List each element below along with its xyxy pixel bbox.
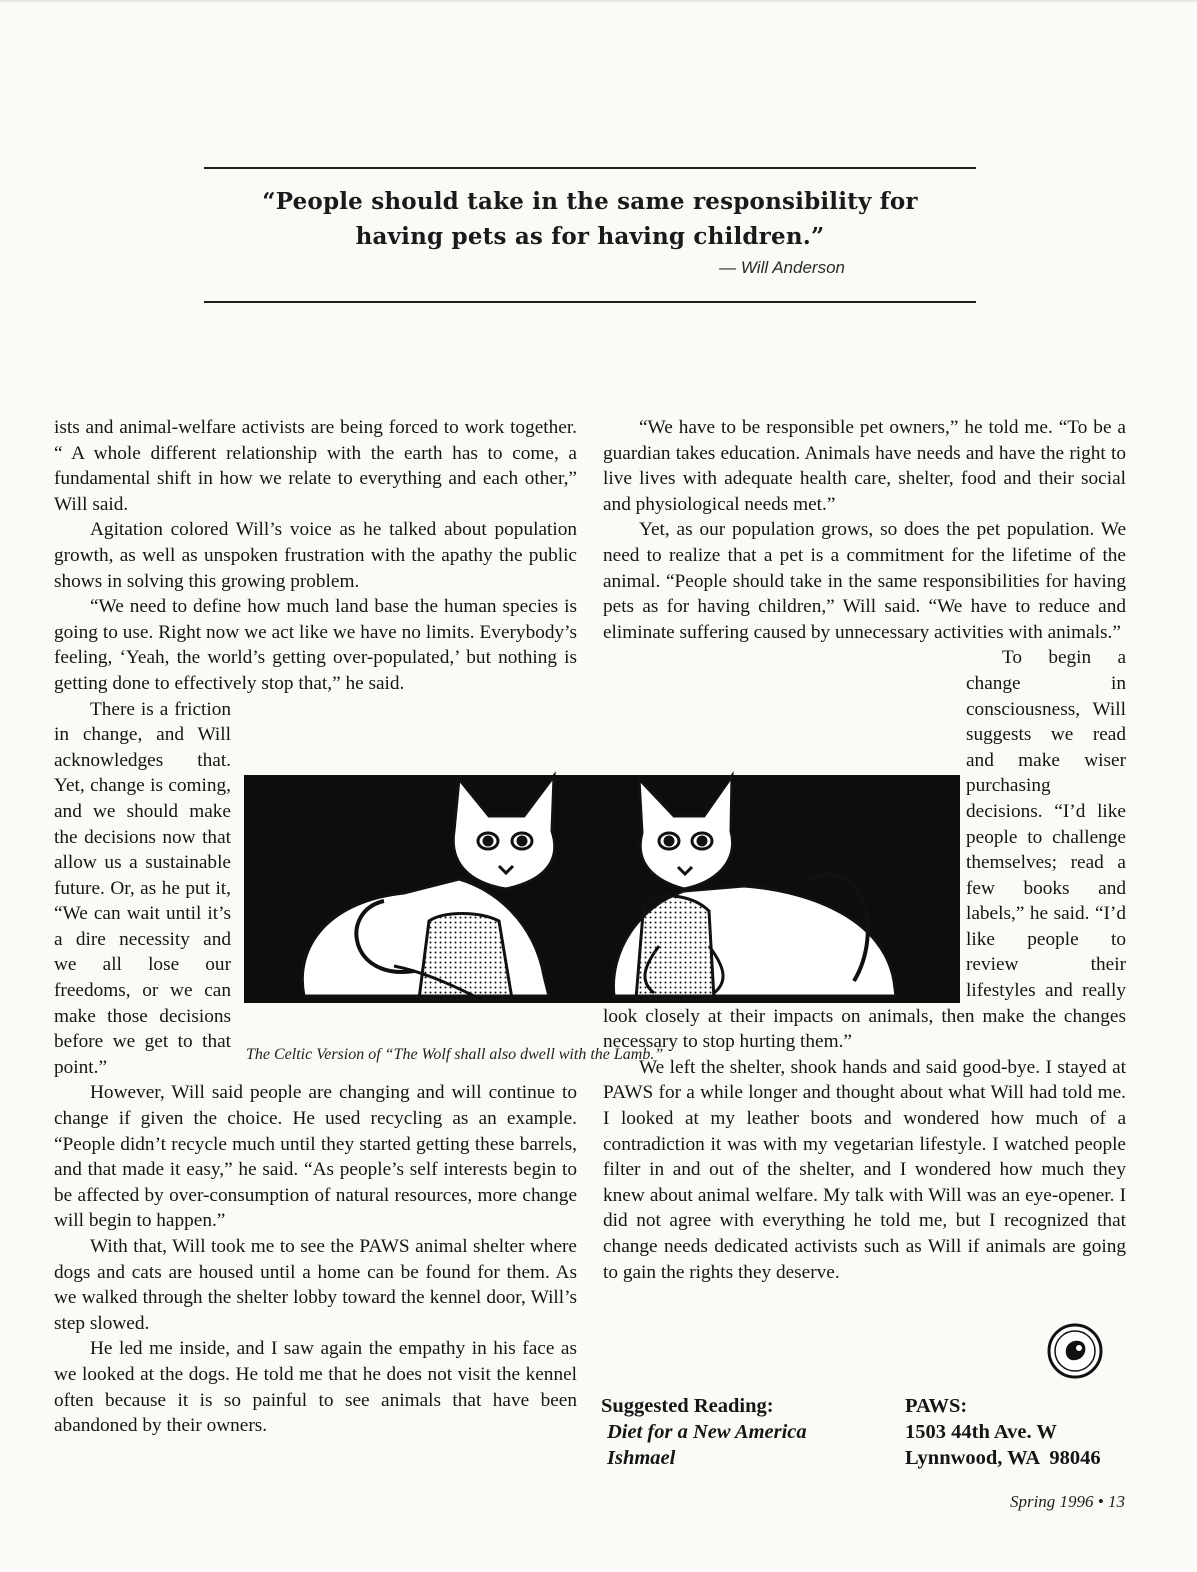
reading-title: Diet for a New America xyxy=(607,1421,807,1443)
pull-quote-attribution: — Will Anderson xyxy=(719,258,845,277)
paws-heading: PAWS: xyxy=(905,1395,968,1417)
page-top-edge xyxy=(0,0,1197,2)
paws-city: Lynnwood, WA 98046 xyxy=(905,1447,1101,1469)
paragraph: ists and animal-welfare activists are being forced to work together. “ A whole different relationship with the earth has to come, a fundamental shift in how we relate to everything and each other,” Will said. xyxy=(54,417,577,515)
paragraph: We left the shelter, shook hands and said good-bye. I stayed at PAWS for a while longer and thought about what Will had told me. I looked at my leather boots and wondered how much of a contradiction it was with my vegetarian lifestyle. I watched people filter in and out of the shelter, and I wondered how much they knew about animal welfare. My talk with Will was an eye-opener. I did not agree with everything he told me, but I recognized that change needs dedicated activists such as Will if animals are going to gain the rights they deserve. xyxy=(603,1056,1126,1283)
paragraph: “We need to define how much land base the human species is going to use. Right now we act like we have no limits. Everybody’s feeling, ‘Yeah, the world’s getting over-populated,’ but nothing is getting done to effectively stop that,” he said. xyxy=(54,596,577,694)
reading-title: Ishmael xyxy=(607,1447,676,1469)
page-number: 13 xyxy=(1108,1492,1125,1511)
footer-separator: • xyxy=(1097,1492,1108,1511)
paragraph: “We have to be responsible pet owners,” he told me. “To be a guardian takes education. Animals have needs and have the right to live lives with adequate health care, shelter, food and their social and physiological needs met.” xyxy=(603,417,1126,515)
paragraph: Agitation colored Will’s voice as he talked about population growth, as well as unspoken frustration with the apathy the public shows in solving this growing problem. xyxy=(54,519,577,592)
figure-caption: The Celtic Version of “The Wolf shall also dwell with the Lamb.” xyxy=(246,1046,664,1063)
pull-quote-top-rule xyxy=(204,167,976,169)
paws-logo-endmark xyxy=(1046,1322,1104,1380)
pull-quote-bottom-rule xyxy=(204,301,976,303)
pull-quote: “People should take in the same responsibility for having pets as for having children.” xyxy=(262,188,918,250)
issue-season: Spring 1996 xyxy=(1009,1492,1094,1511)
suggested-reading-heading: Suggested Reading: xyxy=(601,1395,774,1417)
paragraph: There is a friction in change, and Will acknowledges that. Yet, change is coming, and we should make the decisions now that allow us a sustainable future. Or, as he put it, “We can wait until it’s a dire necessity and we all lose our freedoms, or we can make those decisions before we get to that point.” xyxy=(54,698,231,1078)
paws-address xyxy=(905,1393,1101,1471)
paragraph: However, Will said people are changing and will continue to change if given the choice. He used recycling as an example. “People didn’t recycle much until they started getting these barrels, and that made it easy,” he said. “As people’s self interests begin to be affected by over-consumption of natural resources, more change will begin to happen.” xyxy=(54,1082,577,1232)
paragraph: With that, Will took me to see the PAWS animal shelter where dogs and cats are housed until a home can be found for them. As we walked through the shelter lobby toward the kennel door, Will’s step slowed. xyxy=(54,1236,577,1334)
celtic-cats-illustration xyxy=(244,771,960,1007)
paragraph: Yet, as our population grows, so does the pet population. We need to realize that a pet is a commitment for the lifetime of the animal. “People should take in the same responsibilities for having pets as for having children,” Will said. “We have to reduce and eliminate suffering caused by unnecessary activities with animals.” xyxy=(603,519,1126,643)
suggested-reading xyxy=(601,1393,807,1471)
page-footer xyxy=(1010,1492,1125,1512)
paragraph: To begin a change in consciousness, Will suggests we read and make wiser purchasing decisions. “I’d like people to challenge themselves; read a few books and labels,” he said. “I’d like people to review their lifestyles and really look closely at their impacts on animals, then make the changes necessary to stop hurting them.” xyxy=(603,647,1126,1053)
paragraph: He led me inside, and I saw again the empathy in his face as we looked at the dogs. He told me that he does not visit the kennel often because it is so painful to see animals that have been abandoned by their owners. xyxy=(54,1338,577,1437)
paws-street: 1503 44th Ave. W xyxy=(905,1421,1057,1443)
